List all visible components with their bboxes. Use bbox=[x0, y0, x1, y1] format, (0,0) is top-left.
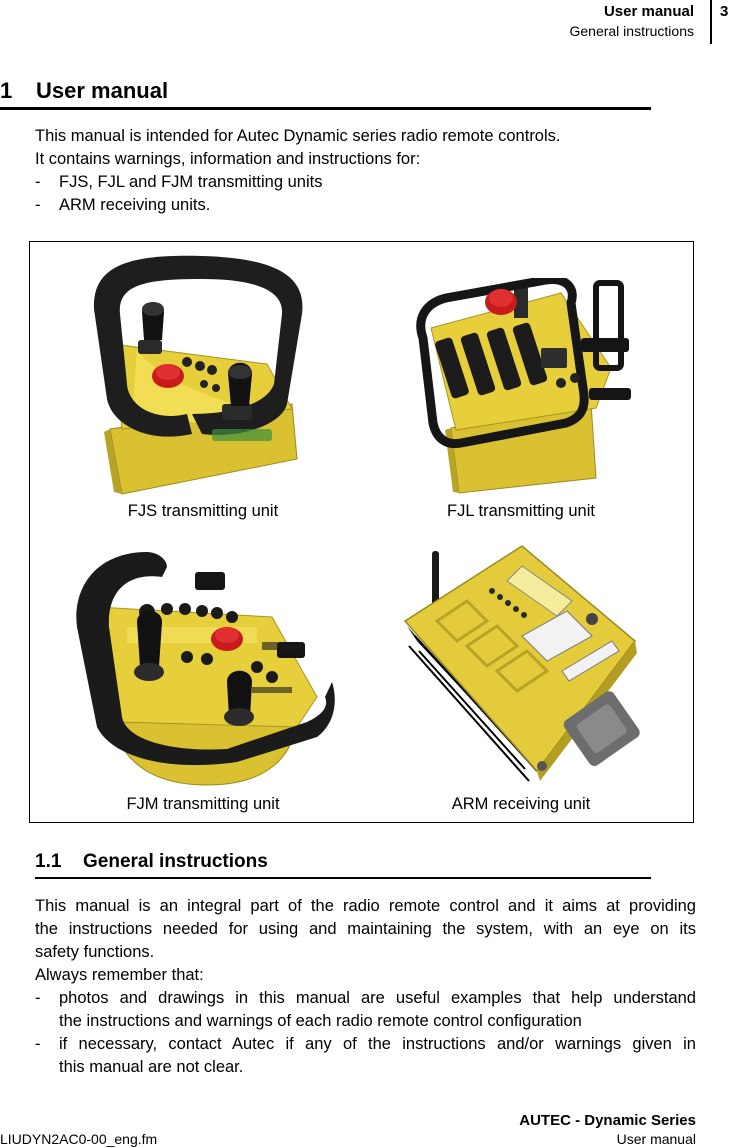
paragraph-line: safety functions. bbox=[35, 943, 155, 961]
list-item-continuation: the instructions and warnings of each radio remote control configuration bbox=[59, 1012, 582, 1030]
header-title: User manual bbox=[603, 3, 694, 20]
subsection-number: 1.1 bbox=[35, 851, 62, 872]
footer-filename: LIUDYN2AC0-00_eng.fm bbox=[0, 1131, 158, 1147]
subsection-title: General instructions bbox=[83, 851, 268, 872]
section-heading-rule bbox=[0, 107, 651, 110]
section-heading bbox=[0, 78, 168, 104]
subsection-heading-rule bbox=[35, 877, 651, 879]
figure-caption: ARM receiving unit bbox=[451, 795, 591, 813]
list-item-text: if necessary, contact Autec if any of the instructions and/or warnings given in bbox=[59, 1035, 696, 1053]
list-item-text: FJS, FJL and FJM transmitting units bbox=[59, 173, 323, 191]
list-item-text: photos and drawings in this manual are useful examples that help understand bbox=[59, 989, 696, 1007]
remember-line: Always remember that: bbox=[35, 966, 204, 984]
section-title: User manual bbox=[36, 78, 169, 103]
figure-caption: FJM transmitting unit bbox=[126, 795, 280, 813]
header-subtitle: General instructions bbox=[569, 23, 694, 39]
paragraph-line: This manual is an integral part of the radio remote control and it aims at providing bbox=[35, 897, 696, 915]
subsection-heading bbox=[35, 851, 268, 873]
arm-receiver-image bbox=[397, 541, 659, 789]
page-number: 3 bbox=[720, 3, 729, 20]
list-item-text: ARM receiving units. bbox=[59, 196, 211, 214]
fjm-transmitter-image bbox=[67, 547, 335, 787]
paragraph-line: the instructions needed for using and maintaining the system, with an eye on its bbox=[35, 920, 696, 938]
fjs-transmitter-image bbox=[92, 254, 312, 498]
list-item-continuation: this manual are not clear. bbox=[59, 1058, 244, 1076]
section-number: 1 bbox=[0, 78, 13, 103]
footer-brand: AUTEC - Dynamic Series bbox=[519, 1112, 696, 1129]
footer-manual: User manual bbox=[616, 1131, 696, 1147]
fjl-transmitter-image bbox=[411, 278, 633, 496]
intro-line: It contains warnings, information and instructions for: bbox=[35, 150, 421, 168]
intro-line: This manual is intended for Autec Dynamic series radio remote controls. bbox=[35, 127, 561, 145]
header-divider bbox=[710, 0, 712, 44]
figure-caption: FJS transmitting unit bbox=[127, 502, 279, 520]
figure-caption: FJL transmitting unit bbox=[447, 502, 595, 520]
